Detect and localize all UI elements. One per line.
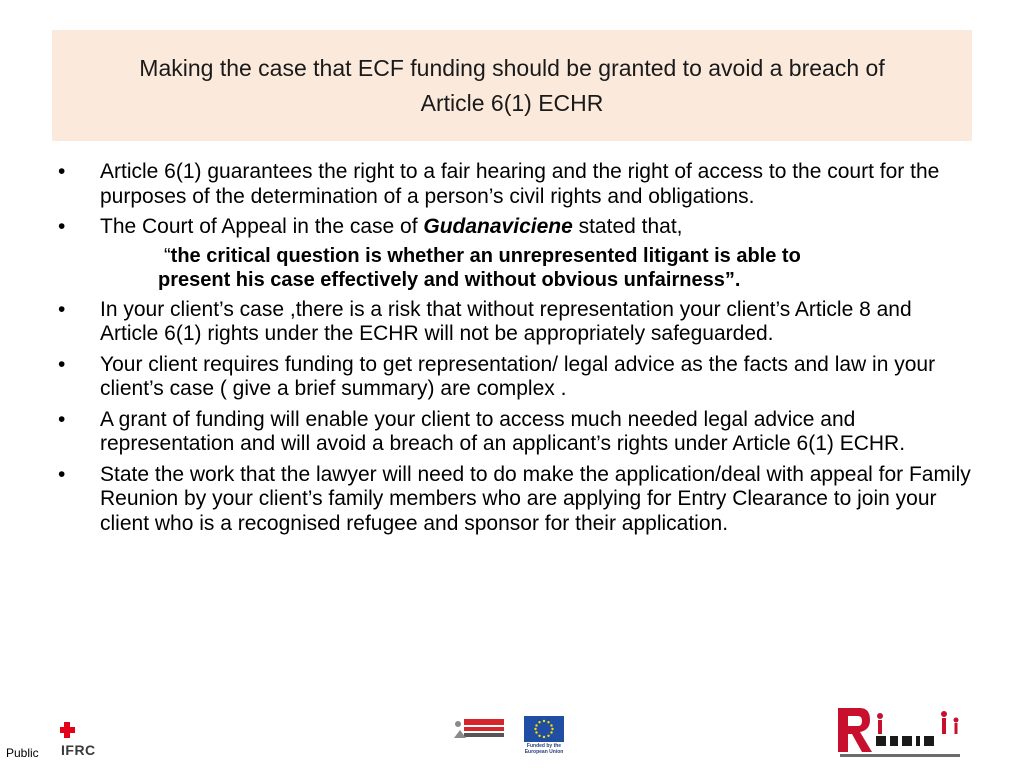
ifrc-label: IFRC bbox=[61, 742, 96, 758]
bullet-dot: • bbox=[58, 160, 66, 183]
bullet-text: The Court of Appeal in the case of bbox=[100, 215, 424, 238]
bullet-dot: • bbox=[58, 215, 66, 238]
bullet-item bbox=[58, 463, 973, 537]
bullet-item bbox=[58, 298, 973, 347]
slide-title-line-1: Making the case that ECF funding should be granted to avoid a breach of bbox=[139, 54, 885, 81]
bullet-text: Your client requires funding to get representation/ legal advice as the facts and law in your client’s case ( give a brief summary) are complex . bbox=[100, 352, 936, 400]
bullet-list bbox=[58, 160, 973, 542]
bullet-item bbox=[58, 215, 973, 240]
bullet-text: A grant of funding will enable your client to access much needed legal advice and representation and will avoid a breach of an applicant’s rights under Article 6(1) ECHR. bbox=[100, 407, 906, 455]
bullet-text: In your client’s case ,there is a risk that without representation your client’s Article 8 and Article 6(1) rights under the ECHR will not be appropriately safeguarded. bbox=[100, 297, 912, 345]
bullet-dot: • bbox=[58, 407, 66, 431]
bullet-text: stated that, bbox=[572, 215, 683, 238]
quote-open-mark: “ bbox=[164, 244, 171, 267]
slide-title-line-2: Article 6(1) ECHR bbox=[420, 89, 604, 116]
bullet-dot: • bbox=[58, 462, 66, 486]
bullet-text: Article 6(1) guarantees the right to a fair hearing and the right of access to the court for the purposes of the determination of a person’s civil rights and obligations. bbox=[100, 160, 940, 208]
quote-block bbox=[58, 244, 973, 292]
repair-logo-icon bbox=[832, 704, 968, 760]
bullet-dot: • bbox=[58, 352, 66, 376]
eu-flag-icon bbox=[524, 716, 564, 742]
bullet-item bbox=[58, 408, 973, 457]
case-name: Gudanaviciene bbox=[423, 215, 573, 238]
bullet-item bbox=[58, 353, 973, 402]
bullet-item bbox=[58, 160, 973, 209]
quote-line-1: the critical question is whether an unrepresented litigant is able to bbox=[170, 244, 801, 267]
bullet-dot: • bbox=[58, 297, 66, 321]
eu-funding-caption: Funded by the European Union bbox=[524, 743, 564, 755]
quote-line-2: present his case effectively and without obvious unfairness”. bbox=[158, 268, 741, 291]
restoring-family-links-logo-icon bbox=[452, 716, 506, 742]
classification-label: Public bbox=[6, 746, 39, 760]
bullet-text: State the work that the lawyer will need to do make the application/deal with appeal for Family Reunion by your client’s family members who are applying for Entry Clearance to join your client who is a recognised refugee and sponsor for their application. bbox=[100, 462, 971, 535]
slide-title-box bbox=[52, 30, 972, 141]
